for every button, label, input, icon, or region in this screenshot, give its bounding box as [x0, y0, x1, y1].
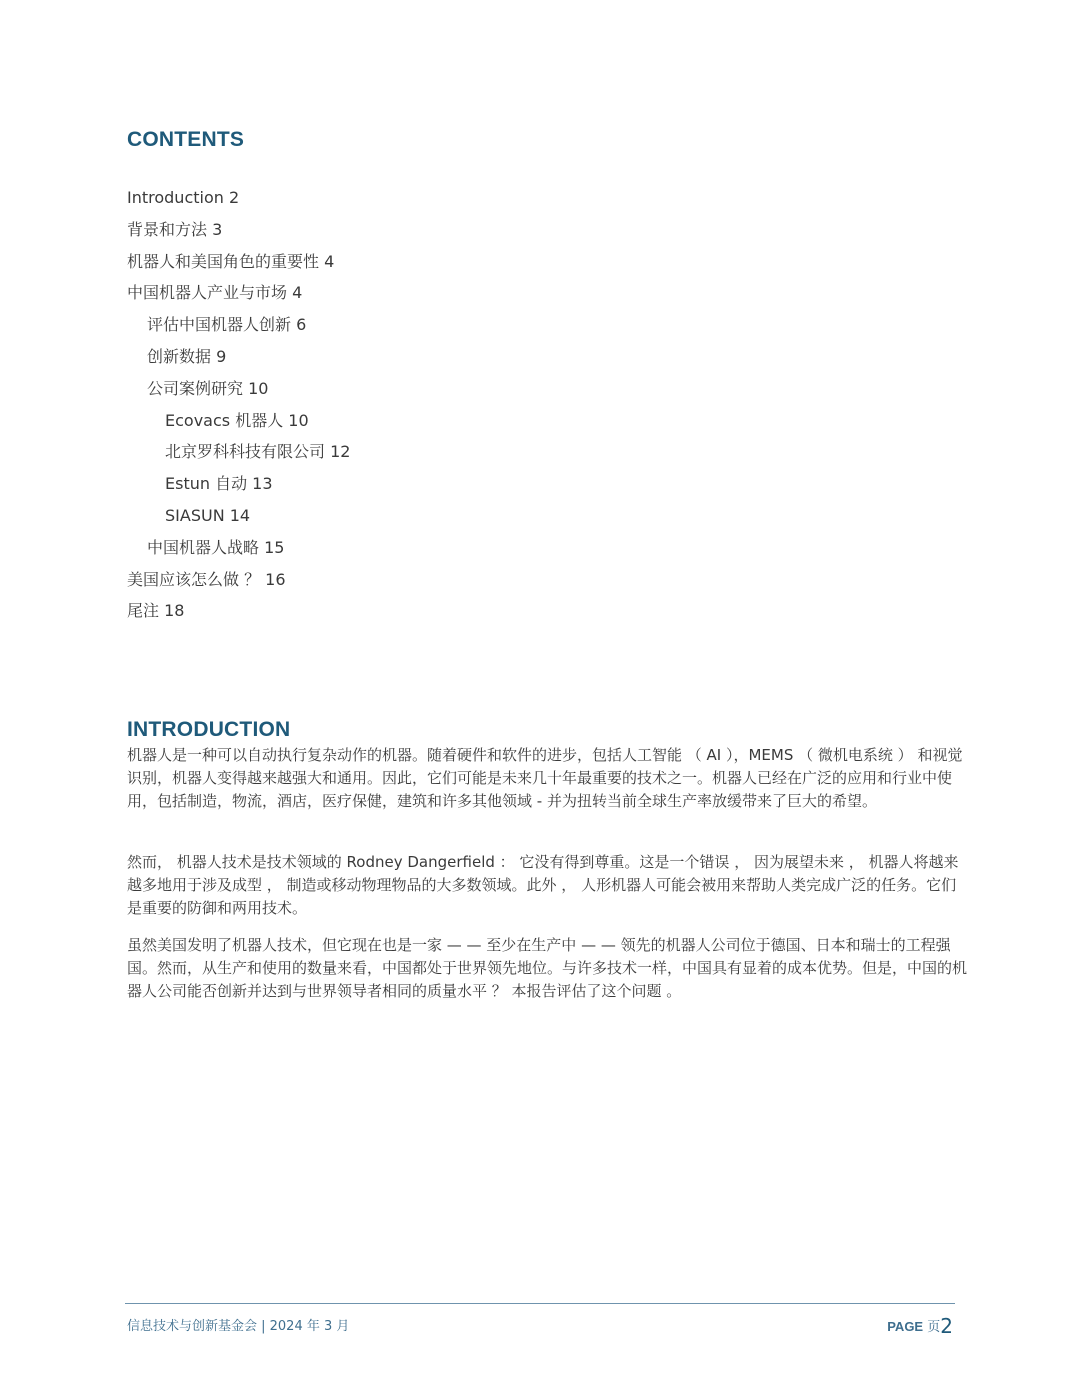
contents-heading: CONTENTS [127, 128, 245, 151]
toc-entry[interactable]: SIASUN 14 [165, 505, 251, 525]
toc-entry[interactable]: 美国应该怎么做 ？ 16 [127, 569, 286, 589]
introduction-heading: INTRODUCTION [127, 718, 291, 741]
intro-paragraph-2: 然而， 机器人技术是技术领域的 Rodney Dangerfield ： 它没有得到尊重。这是一个错误 ， 因为展望未来 ， 机器人将越来越多地用于涉及成型 ， 制造或移动物理物品的大多数领域。此外 ， 人形机器人可能会被用来帮助人类完成广泛的任务。它们是重要的防御和两用技术。 [127, 853, 959, 917]
toc-entry[interactable]: 背景和方法 3 [127, 219, 223, 239]
toc-entry[interactable]: 评估中国机器人创新 6 [147, 315, 307, 335]
footer-page-indicator [887, 1314, 953, 1338]
page-label: PAGE [887, 1319, 924, 1334]
toc-entry[interactable]: 尾注 18 [127, 601, 185, 621]
toc-entry[interactable]: Estun 自动 13 [165, 474, 273, 494]
toc-entry[interactable]: 公司案例研究 10 [147, 378, 269, 398]
intro-paragraph-3: 虽然美国发明了机器人技术，但它现在也是一家 — — 至少在生产中 — — 领先的机器人公司位于德国、日本和瑞士的工程强国。然而，从生产和使用的数量来看，中国都处于世界领先地位。与许多技术一样，中国具有显着的成本优势。但是，中国的机器人公司能否创新并达到与世界领导者相同的质量水平 ？ 本报告评估了这个问题 。 [127, 936, 968, 1000]
toc-entry[interactable]: 创新数据 9 [147, 346, 227, 366]
toc-entry[interactable]: Ecovacs 机器人 10 [165, 410, 309, 430]
footer-divider [125, 1303, 955, 1304]
page-number: 2 [940, 1314, 953, 1338]
toc-entry[interactable]: 机器人和美国角色的重要性 4 [127, 251, 335, 271]
page-label-cn: 页 [927, 1320, 941, 1335]
footer-publisher-date: 信息技术与创新基金会 | 2024 年 3 月 [127, 1319, 350, 1334]
toc-entry[interactable]: 中国机器人产业与市场 4 [127, 283, 303, 303]
toc-entry[interactable]: 中国机器人战略 15 [147, 537, 285, 557]
toc-entry[interactable]: 北京罗科科技有限公司 12 [165, 442, 351, 462]
toc-entry[interactable]: Introduction 2 [127, 188, 240, 207]
table-of-contents [127, 186, 350, 631]
intro-paragraph-1: 机器人是一种可以自动执行复杂动作的机器。随着硬件和软件的进步，包括人工智能 （ AI ），MEMS （ 微机电系统 ） 和视觉识别，机器人变得越来越强大和通用。因此，它们可能是未来几十年最重要的技术之一。机器人已经在广泛的应用和行业中使用，包括制造，物流，酒店，医疗保健，建筑和许多其他领域 - 并为扭转当前全球生产率放缓带来了巨大的希望。 [127, 746, 963, 810]
